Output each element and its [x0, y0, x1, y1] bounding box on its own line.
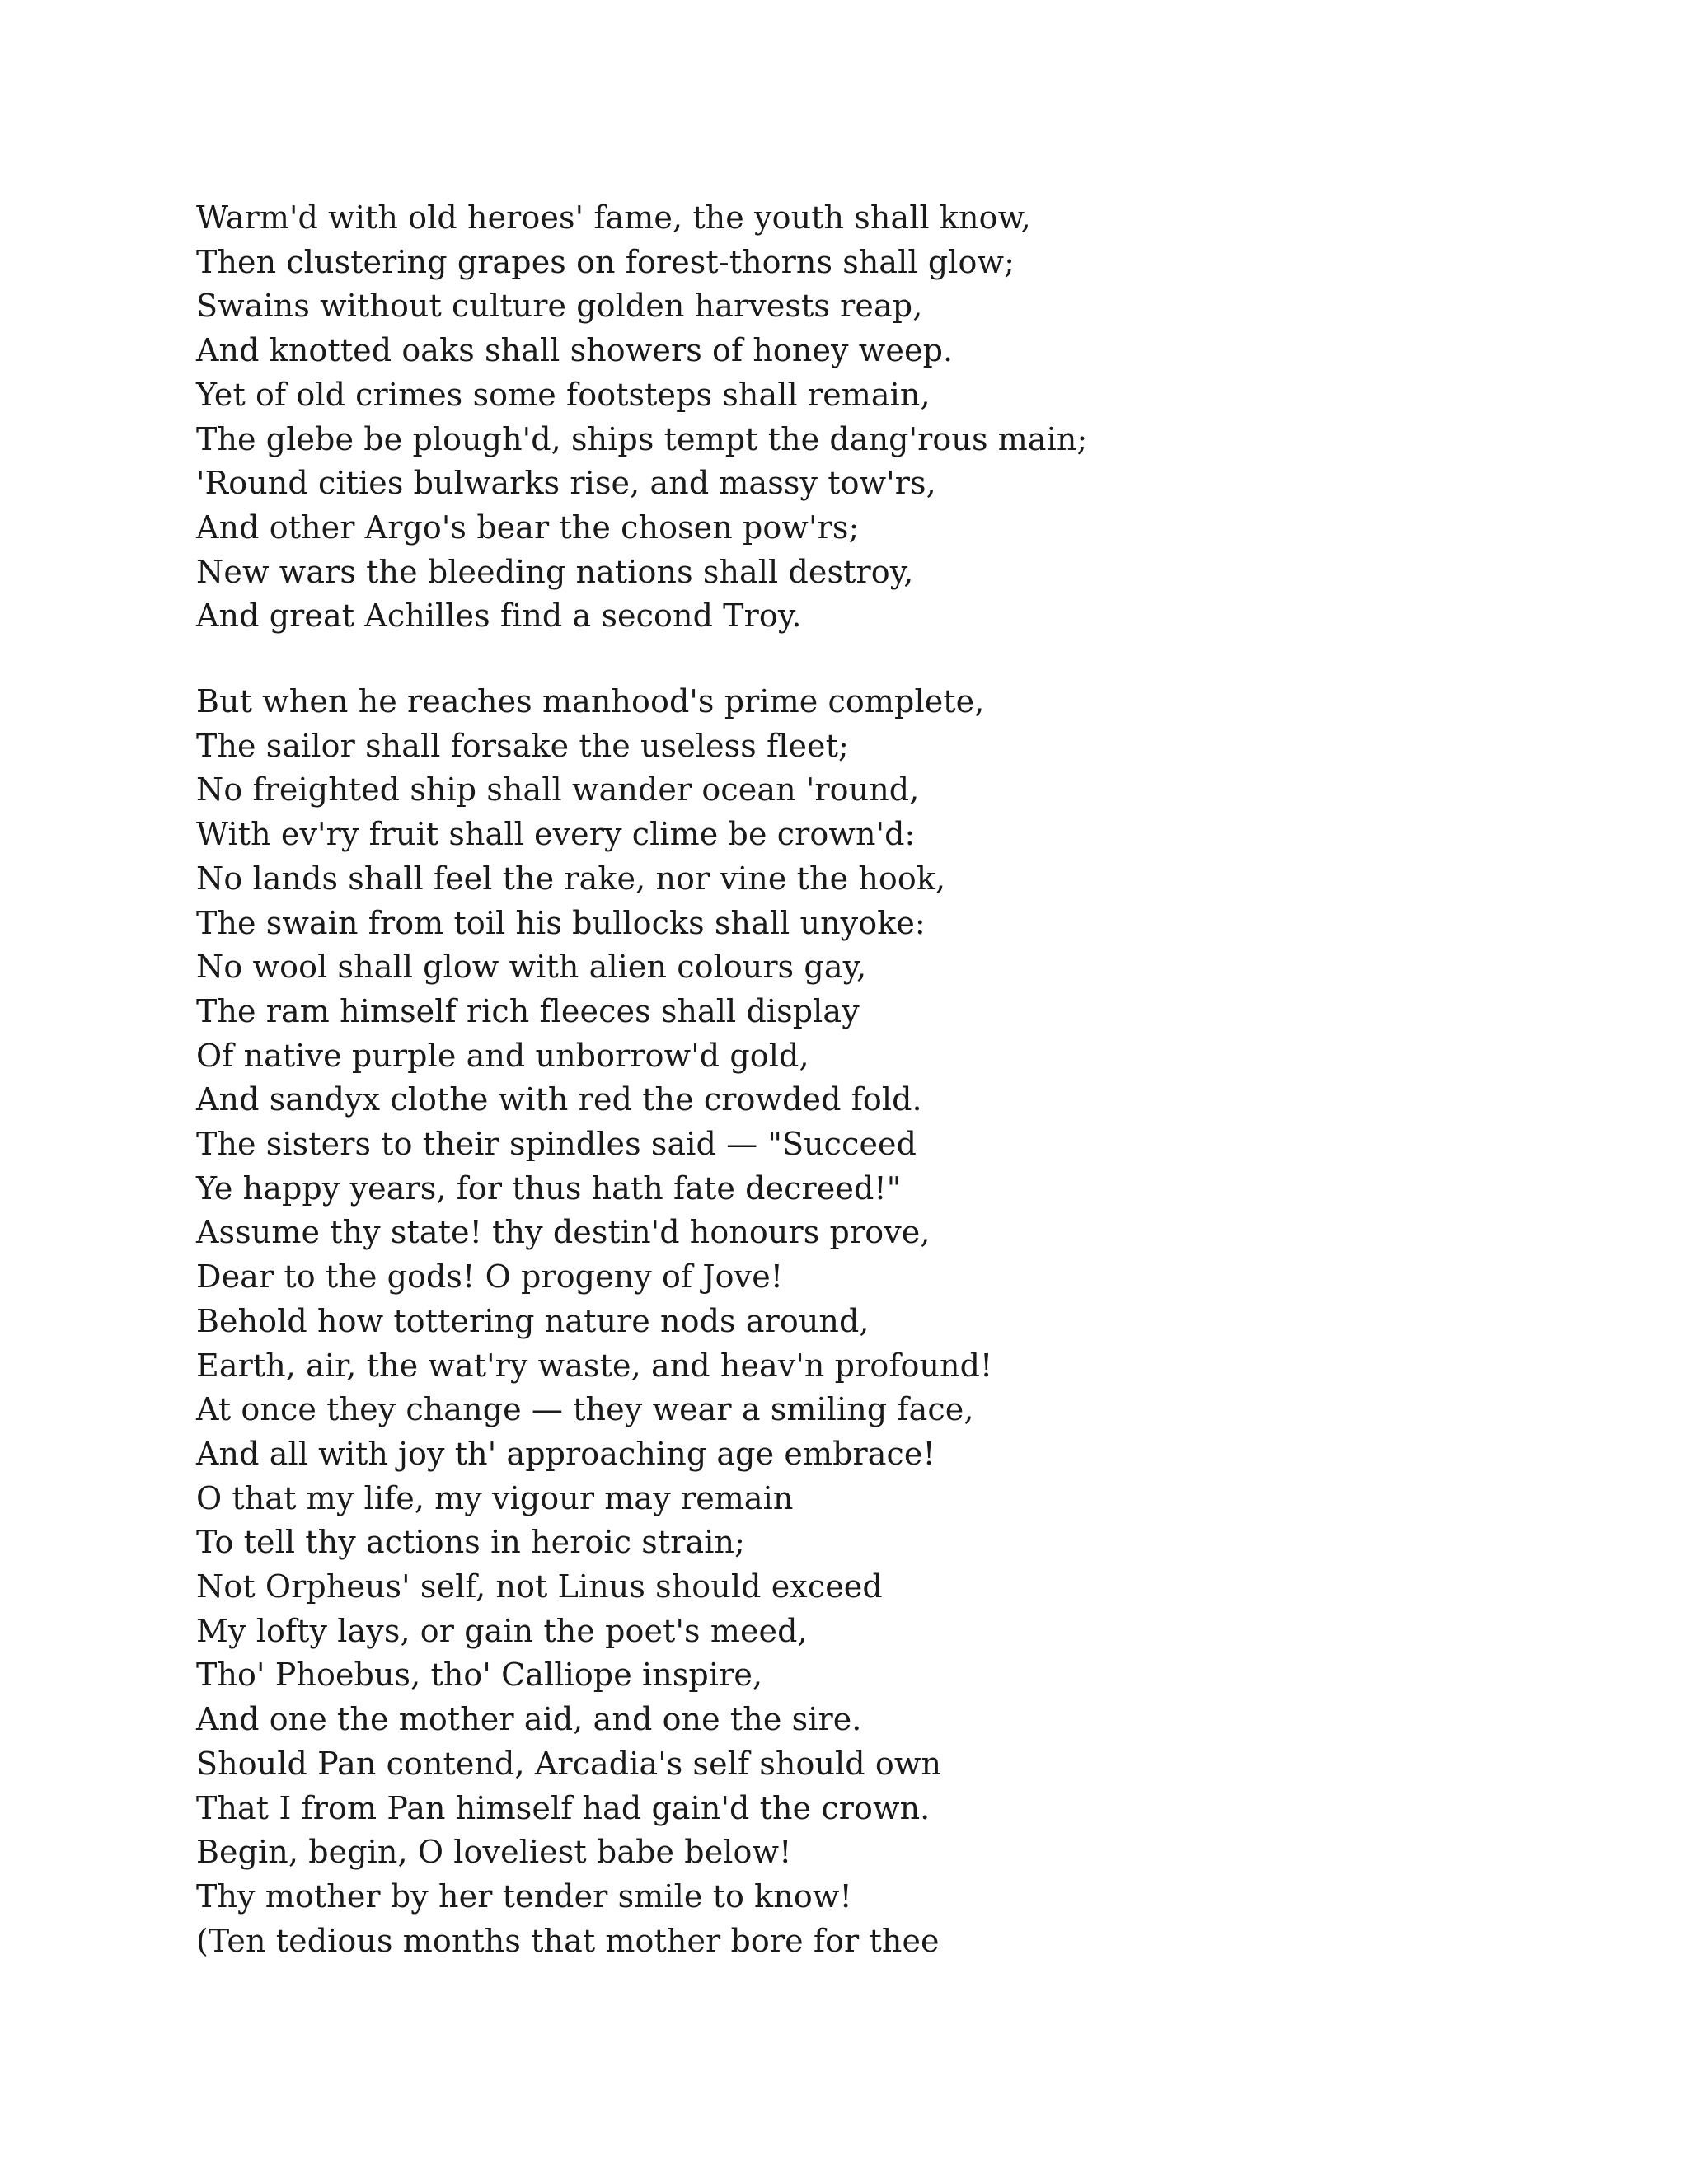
poem-line: 'Round cities bulwarks rise, and massy tow'rs,: [196, 465, 936, 502]
poem-line: The ram himself rich fleeces shall display: [196, 992, 860, 1029]
poem-line: No lands shall feel the rake, nor vine the hook,: [196, 860, 946, 897]
poem-line: Should Pan contend, Arcadia's self should own: [196, 1745, 942, 1782]
poem-line: Of native purple and unborrow'd gold,: [196, 1037, 809, 1074]
poem-line: Earth, air, the wat'ry waste, and heav'n profound!: [196, 1347, 993, 1384]
poem-line: But when he reaches manhood's prime complete,: [196, 683, 985, 719]
poem-line: And knotted oaks shall showers of honey weep.: [196, 332, 954, 369]
poem-line: That I from Pan himself had gain'd the crown.: [196, 1789, 931, 1826]
poem-line: Swains without culture golden harvests reap,: [196, 288, 923, 325]
poem-stanza-2: [196, 680, 992, 1963]
poem-line: The glebe be plough'd, ships tempt the dang'rous main;: [196, 420, 1088, 457]
poem-line: My lofty lays, or gain the poet's meed,: [196, 1612, 808, 1649]
poem-line: And all with joy th' approaching age embrace!: [196, 1435, 935, 1472]
poem-line: Thy mother by her tender smile to know!: [196, 1877, 852, 1915]
poem-line: New wars the bleeding nations shall destroy,: [196, 553, 914, 590]
poem-line: Behold how tottering nature nods around,: [196, 1302, 870, 1339]
poem-line: And one the mother aid, and one the sire.: [196, 1701, 862, 1738]
poem-line: Assume thy state! thy destin'd honours prove,: [196, 1214, 931, 1251]
poem-line: At once they change — they wear a smiling face,: [196, 1391, 974, 1428]
poem-line: And great Achilles find a second Troy.: [196, 598, 802, 635]
poem-line: O that my life, my vigour may remain: [196, 1479, 794, 1516]
poem-line: And sandyx clothe with red the crowded fold.: [196, 1081, 922, 1118]
poem-line: The swain from toil his bullocks shall unyoke:: [196, 904, 926, 941]
poem-line: Begin, begin, O loveliest babe below!: [196, 1834, 792, 1871]
poem-line: Then clustering grapes on forest-thorns shall glow;: [196, 243, 1015, 280]
poem-line: The sisters to their spindles said — "Succeed: [196, 1126, 917, 1163]
poem-line: Warm'd with old heroes' fame, the youth shall know,: [196, 199, 1031, 236]
poem-line: No wool shall glow with alien colours gay,: [196, 949, 867, 986]
poem-line: Yet of old crimes some footsteps shall remain,: [196, 376, 931, 413]
poem-line: To tell thy actions in heroic strain;: [196, 1524, 746, 1561]
poem-stanza-1: [196, 196, 1087, 639]
poem-line: With ev'ry fruit shall every clime be crown'd:: [196, 816, 916, 853]
poem-line: And other Argo's bear the chosen pow'rs;: [196, 509, 860, 546]
poem-line: Dear to the gods! O progeny of Jove!: [196, 1258, 784, 1296]
poem-line: (Ten tedious months that mother bore for thee: [196, 1922, 940, 1959]
poem-line: No freighted ship shall wander ocean 'round,: [196, 771, 920, 808]
poem-line: The sailor shall forsake the useless fleet;: [196, 727, 849, 764]
poem-line: Tho' Phoebus, tho' Calliope inspire,: [196, 1657, 763, 1694]
poem-line: Ye happy years, for thus hath fate decreed!": [196, 1169, 902, 1207]
poem-line: Not Orpheus' self, not Linus should exceed: [196, 1568, 883, 1605]
